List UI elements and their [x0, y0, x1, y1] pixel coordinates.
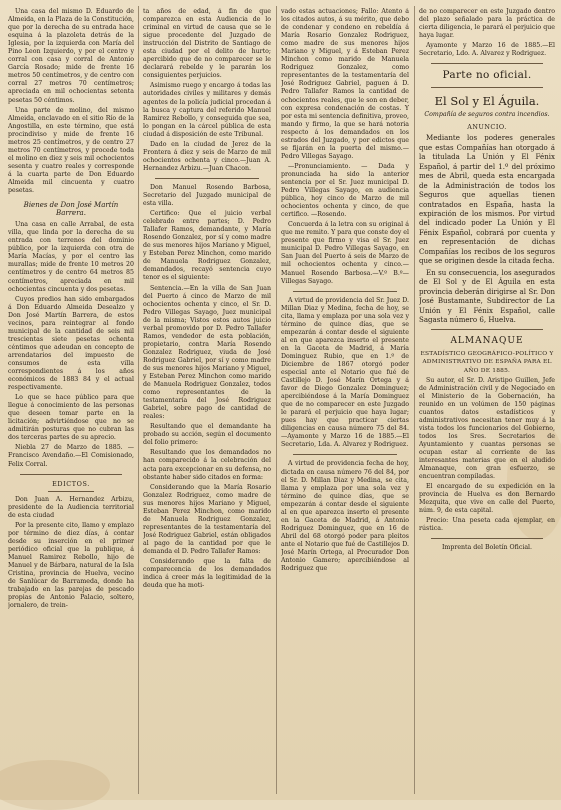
paragraph: Asimismo ruego y encargo á todas las autoridades civiles y militares y demás agentes de la policía judicial procedan á la busca y captura del referido Manuel Ramirez Rebollo, y conseguida que sea, lo pongan en la cárcel pública de esta ciudad á disposición de este Tribunal. — [143, 82, 271, 138]
paragraph: Resultando que los demandados no han comparecido á la celebración del acta para excepcionar en su defensa, no obstante haber sido citados en forma: — [143, 449, 271, 481]
paragraph: ta años de edad, á fin de que comparezca en esta Audiencia de lo criminal en virtud de causa que se le sigue procedente del Juzgado de instrucción del Distrito de Santiago de esta ciudad por el delito de hurto; apercibido que de no comparecer se le declarará rebelde y le pararán los consiguientes perjuicios. — [143, 8, 271, 80]
company-heading: El Sol y El Águila. — [434, 94, 540, 109]
divider — [48, 491, 94, 492]
column-rule — [138, 6, 139, 794]
paragraph: Certifico: Que el juicio verbal celebrado entre partes; D. Pedro Tallafer Ramos, demandante, y María Rosendo Gonzalez, por sí y como madre de sus menores hijos Mariano y Miguel, y Esteban Perez Minchon, como marido de Manuela Rodriguez Gonzalez, demandados, recayó sentencia cuyo tenor es el siguiente: — [143, 210, 271, 282]
paragraph: Una casa en calle Arrabal, de esta villa, que linda por la derecha de su entrada con terrenos del dominio público, por la izquierda con otra de María Macías, y por el centro las murallas; mide de frente 10 metros 20 centímetros y de centro 64 metros 85 centímetros, apreciada en mil ochocientas cincuenta y dos pesetas. — [8, 221, 134, 293]
paragraph: El encargado de su expedición en la provincia de Huelva es don Bernardo Mezquita, que vive en calle del Puerto, núm. 9, de esta capital. — [419, 483, 555, 515]
paragraph: Una casa del mismo D. Eduardo de Almeida, en la Plaza de la Constitución, que por la derecha de su entrada hace esquina á la plazoleta detrás de la Iglesia, por la izquierda con María del Pino Leon Izquierdo, y por el centro y corral con casa y corral de Antonio García Rosado; mide de frente 16 metros 50 centímetros, y de centro con corral 27 metros 70 centímetros; apreciada en mil ochocientas setenta pesetas 50 céntimos. — [8, 8, 134, 104]
announcement-heading: ANUNCIO. — [467, 123, 507, 132]
column-4 — [419, 8, 555, 794]
paragraph: —Pronunciamiento. — Dada y pronunciada ha sido la anterior sentencia por el Sr. Juez municipal D. Pedro Villegas Sayago, en audiencia pública, hoy cinco de Marzo de mil ochocientos ochenta y cinco, de que certifico. —Rosendo. — [281, 162, 409, 219]
divider — [431, 63, 543, 64]
paragraph: Su autor, el Sr. D. Aristipo Guillen, Jefe de Administración civil y de Negociado en el Ministerio de la Gobernación, ha reunido en un volúmen de 150 páginas cuantos datos estadísticos y administrativos necesitan tener muy á la vista todos los funcionarios del Gobierno, todos los Sres. Secretarios de Ayuntamiento y cuantas personas se ocupan estar al corriente de las interesantes materias que en el aludido Almanaque, con gran esfuerzo, se encuentran compiladas. — [419, 376, 555, 481]
paragraph: Ayamonte y Marzo 16 de 1885.—El Secretario, Ldo. A. Alvarez y Rodriguez. — [419, 42, 555, 58]
paragraph: vado estas actuaciones; Fallo: Atento á los citados autos, á su mérito, que debo de condenar y condeno en rebeldía á María Rosario Gonzalez Rodriguez, como madre de sus menores hijos Mariano y Miguel, y á Esteban Perez Minchon como marido de Manuela Rodriguez Gonzalez, como representantes de la testamentaría del José Rodriguez Gabriel, paguen á D. Pedro Tallafer Ramos la cantidad de ochocientos reales, que le son en deber, con expresa condenación de costas. Y por esta mi sentencia definitiva, proveo, mando y firmo, la que se hará notoria respecto á los demandados en los estrados del Juzgado, y por edictos que se fijarán en la puerta del mismo.—Pedro Villegas Sayago. — [281, 8, 409, 160]
paragraph: Considerando que la falta de comparecencia de los demandados indica á creer más la legitimidad de la deuda que ha moti- — [143, 558, 271, 590]
column-3 — [281, 8, 409, 794]
column-rule — [414, 6, 415, 794]
paragraph: Don Juan A. Hernandez Arbizu, presidente de la Audiencia territorial de esta ciudad — [8, 495, 134, 519]
divider — [431, 538, 543, 539]
divider — [293, 291, 397, 292]
column-1 — [8, 8, 134, 794]
paragraph: Por la presente cito, llamo y emplazo por término de diez días, á contar desde su inserción en el primer periódico oficial que la publique, á Manuel Ramirez Rebollo, hijo de Manuel y de Bárbara, natural de la Isla Cristina, provincia de Huelva, vecino de Sanlúcar de Barrameda, donde ha trabajado en las parejas de pescado propias de Antonio Palacio, soltero, jornalero, de trein- — [8, 521, 134, 610]
paragraph: Don Manuel Rosendo Barbosa, Secretario del Juzgado municipal de esta villa. — [143, 183, 271, 208]
announcement-paragraph: En su consecuencia, los asegurados de El Sol y de El Águila en esta provincia deberán dirigirse al Sr. Don José Bustamante, Subdirector de La Unión y El Fénix Español, calle Sagasta número 6, Huelva. — [419, 267, 555, 324]
almanac-heading: ALMANAQUE — [450, 336, 524, 347]
paragraph: de no comparecer en este Juzgado dentro del plazo señalado para la práctica de cierta diligencia, le parará el perjuicio que haya lugar. — [419, 8, 555, 40]
section-heading: EDICTOS. — [52, 479, 90, 488]
paragraph: Una parte de molino, del mismo Almeida, enclavado en el sitio Río de la Angostilla, en este término, que está procindiviso y mide de frente 16 metros 25 centímetros, y de centro 27 metros 70 centímetros, y procede toda el molino en diez y seis mil ochocientos sesenta y cuatro reales y corresponde á la cuarta parte de Don Eduardo Almeida mil cincuenta y cuatro pesetas. — [8, 106, 134, 195]
divider — [431, 87, 543, 88]
divider — [431, 329, 543, 330]
paragraph: A virtud de providencia fecha de hoy, dictada en causa número 76 del 84, por el Sr. D. Millan Diaz y Medina, se cita, llama y emplaza por una sola vez y término de quince días, que se empezarán á contar desde el siguiente al en que aparezca inserto el presente en la Gaceta de Madrid, á Antonio Rodriguez Dominguez, que en 16 de Abril del 68 otorgó poder para pleitos ante el Notario que fué de Castillejos D. José Marín Ortega, al Procurador Don Antonio Gamero; apercibiéndose al Rodriguez que — [281, 460, 409, 573]
paragraph: Lo que se hace público para que llegue á conocimiento de las personas que deseen tomar parte en la licitación; advirtiéndose que no se admitirán posturas que no cubran las dos terceras partes de su aprecio. — [8, 394, 134, 442]
paragraph: Concuerda á la letra con su original á que me remito. Y para que conste doy el presente que firmo y visa el Sr. Juez municipal D. Pedro Villegas Sayago, en San Juan del Puerto á seis de Marzo de mil ochocientos ochenta y cinco.—Manuel Rosendo Barbosa.—V.º B.º—Villegas Sayago. — [281, 221, 409, 285]
company-subtitle: Compañía de seguros contra incendios. — [424, 111, 550, 119]
printer-footer: Imprenta del Boletín Oficial. — [441, 544, 533, 552]
divider — [20, 474, 122, 475]
paragraph: Dado en la ciudad de Jerez de la Frontera á diez y seis de Marzo de mil ochocientos ochenta y cinco.—Juan A. Hernandez Arbizu.—Juan Chacon. — [143, 140, 271, 172]
paragraph: Cuyos predios han sido embargados á Don Eduardo Almeida Desealzo y Don José Martín Barrera, de estos vecinos, para reintegrar al fondo municipal de la cantidad de seis mil trescientas siete pesetas ochenta céntimos que adeudan en concepto de arrendatarios del impuesto de consumos de esta villa correspondientes á los años económicos de 1883 84 y el actual respectivamente. — [8, 295, 134, 392]
paragraph: Resultando que el demandante ha probado su acción, según el documento del folio primero: — [143, 423, 271, 447]
section-heading: Parte no oficial. — [442, 69, 532, 82]
announcement-paragraph: Mediante los poderes generales que estas Compañías han otorgado á la titulada La Unión y El Fénix Español, á partir del 1.º del próximo mes de Abril, queda esta encargada de la Administración de todos los Seguros que aquellas tienen contratados en España, hasta la expiración de los mismos. Por virtud del indicado poder La Unión y El Fénix Español, cobrará por cuenta y en representación de dichas Compañías los recibos de los seguros que se originen desde la citada fecha. — [419, 133, 555, 266]
paragraph: Considerando que la María Rosario Gonzalez Rodriguez, como madre de sus menores hijos Mariano y Miguel, Esteban Perez Minchon, como marido de Manuela Rodriguez Gonzalez, representantes de la testamentaría del José Rodriguez Gabriel, están obligados al pago de la cantidad por que le demanda el D. Pedro Tallafer Ramos: — [143, 483, 271, 555]
divider — [155, 178, 259, 179]
almanac-subtitle: ESTADÍSTICO GEOGRÁFICO-POLÍTICO Y ADMINISTRATIVO DE ESPAÑA PARA EL AÑO DE 1885. — [420, 351, 554, 374]
paragraph: Sentencia.—En la villa de San Juan del Puerto á cinco de Marzo de mil ochocientos ochenta y cinco, el Sr. D. Pedro Villegas Sayago, Juez municipal de la misma; Vistos estos autos juicio verbal promovido por D. Pedro Tallafer Ramos, vendedor de esta población, propietario, contra María Rosendo Gonzalez Rodriguez, viuda de José Rodriguez Gabriel, por sí y como madre de sus menores hijos Mariano y Miguel, y Esteban Perez Minchon como marido de Manuela Rodriguez Gonzalez, todos como representantes de la testamentaría del José Rodriguez Gabriel, sobre pago de cantidad de reales: — [143, 284, 271, 421]
paragraph: Precio: Una peseta cada ejemplar, en rústica. — [419, 517, 555, 533]
paragraph: Niebla 27 de Marzo de 1885. —Francisco Avendaño.—El Comisionado, Felix Corral. — [8, 444, 134, 468]
column-2 — [143, 8, 271, 794]
column-rule — [276, 6, 277, 794]
paragraph: A virtud de providencia del Sr. Juez D. Millan Diaz y Medina, fecha de hoy, se cita, llama y emplaza por una sola vez y término de quince días, que se empezarán á contar desde el siguiente al en que aparezca inserto el presente en la Gaceta de Madrid, á María Dominguez Rubio, que en 1.º de Diciembre de 1867 otorgó poder especial ante el Notario que fué de Castillejo D. José Marín Ortega y á favor de Diego Gonzalez Dominguez; apercibiéndose á la María Dominguez que de no comparecer en este Juzgado le parará el perjuicio que haya lugar; pues hay que practicar ciertas diligencias en causa número 75 del 84.—Ayamonte y Marzo 16 de 1885.—El Secretario, Lda. A. Alvarez y Rodriguez. — [281, 296, 409, 449]
divider — [293, 454, 397, 455]
section-heading: Bienes de Don José Martín Barrera. — [23, 201, 119, 218]
